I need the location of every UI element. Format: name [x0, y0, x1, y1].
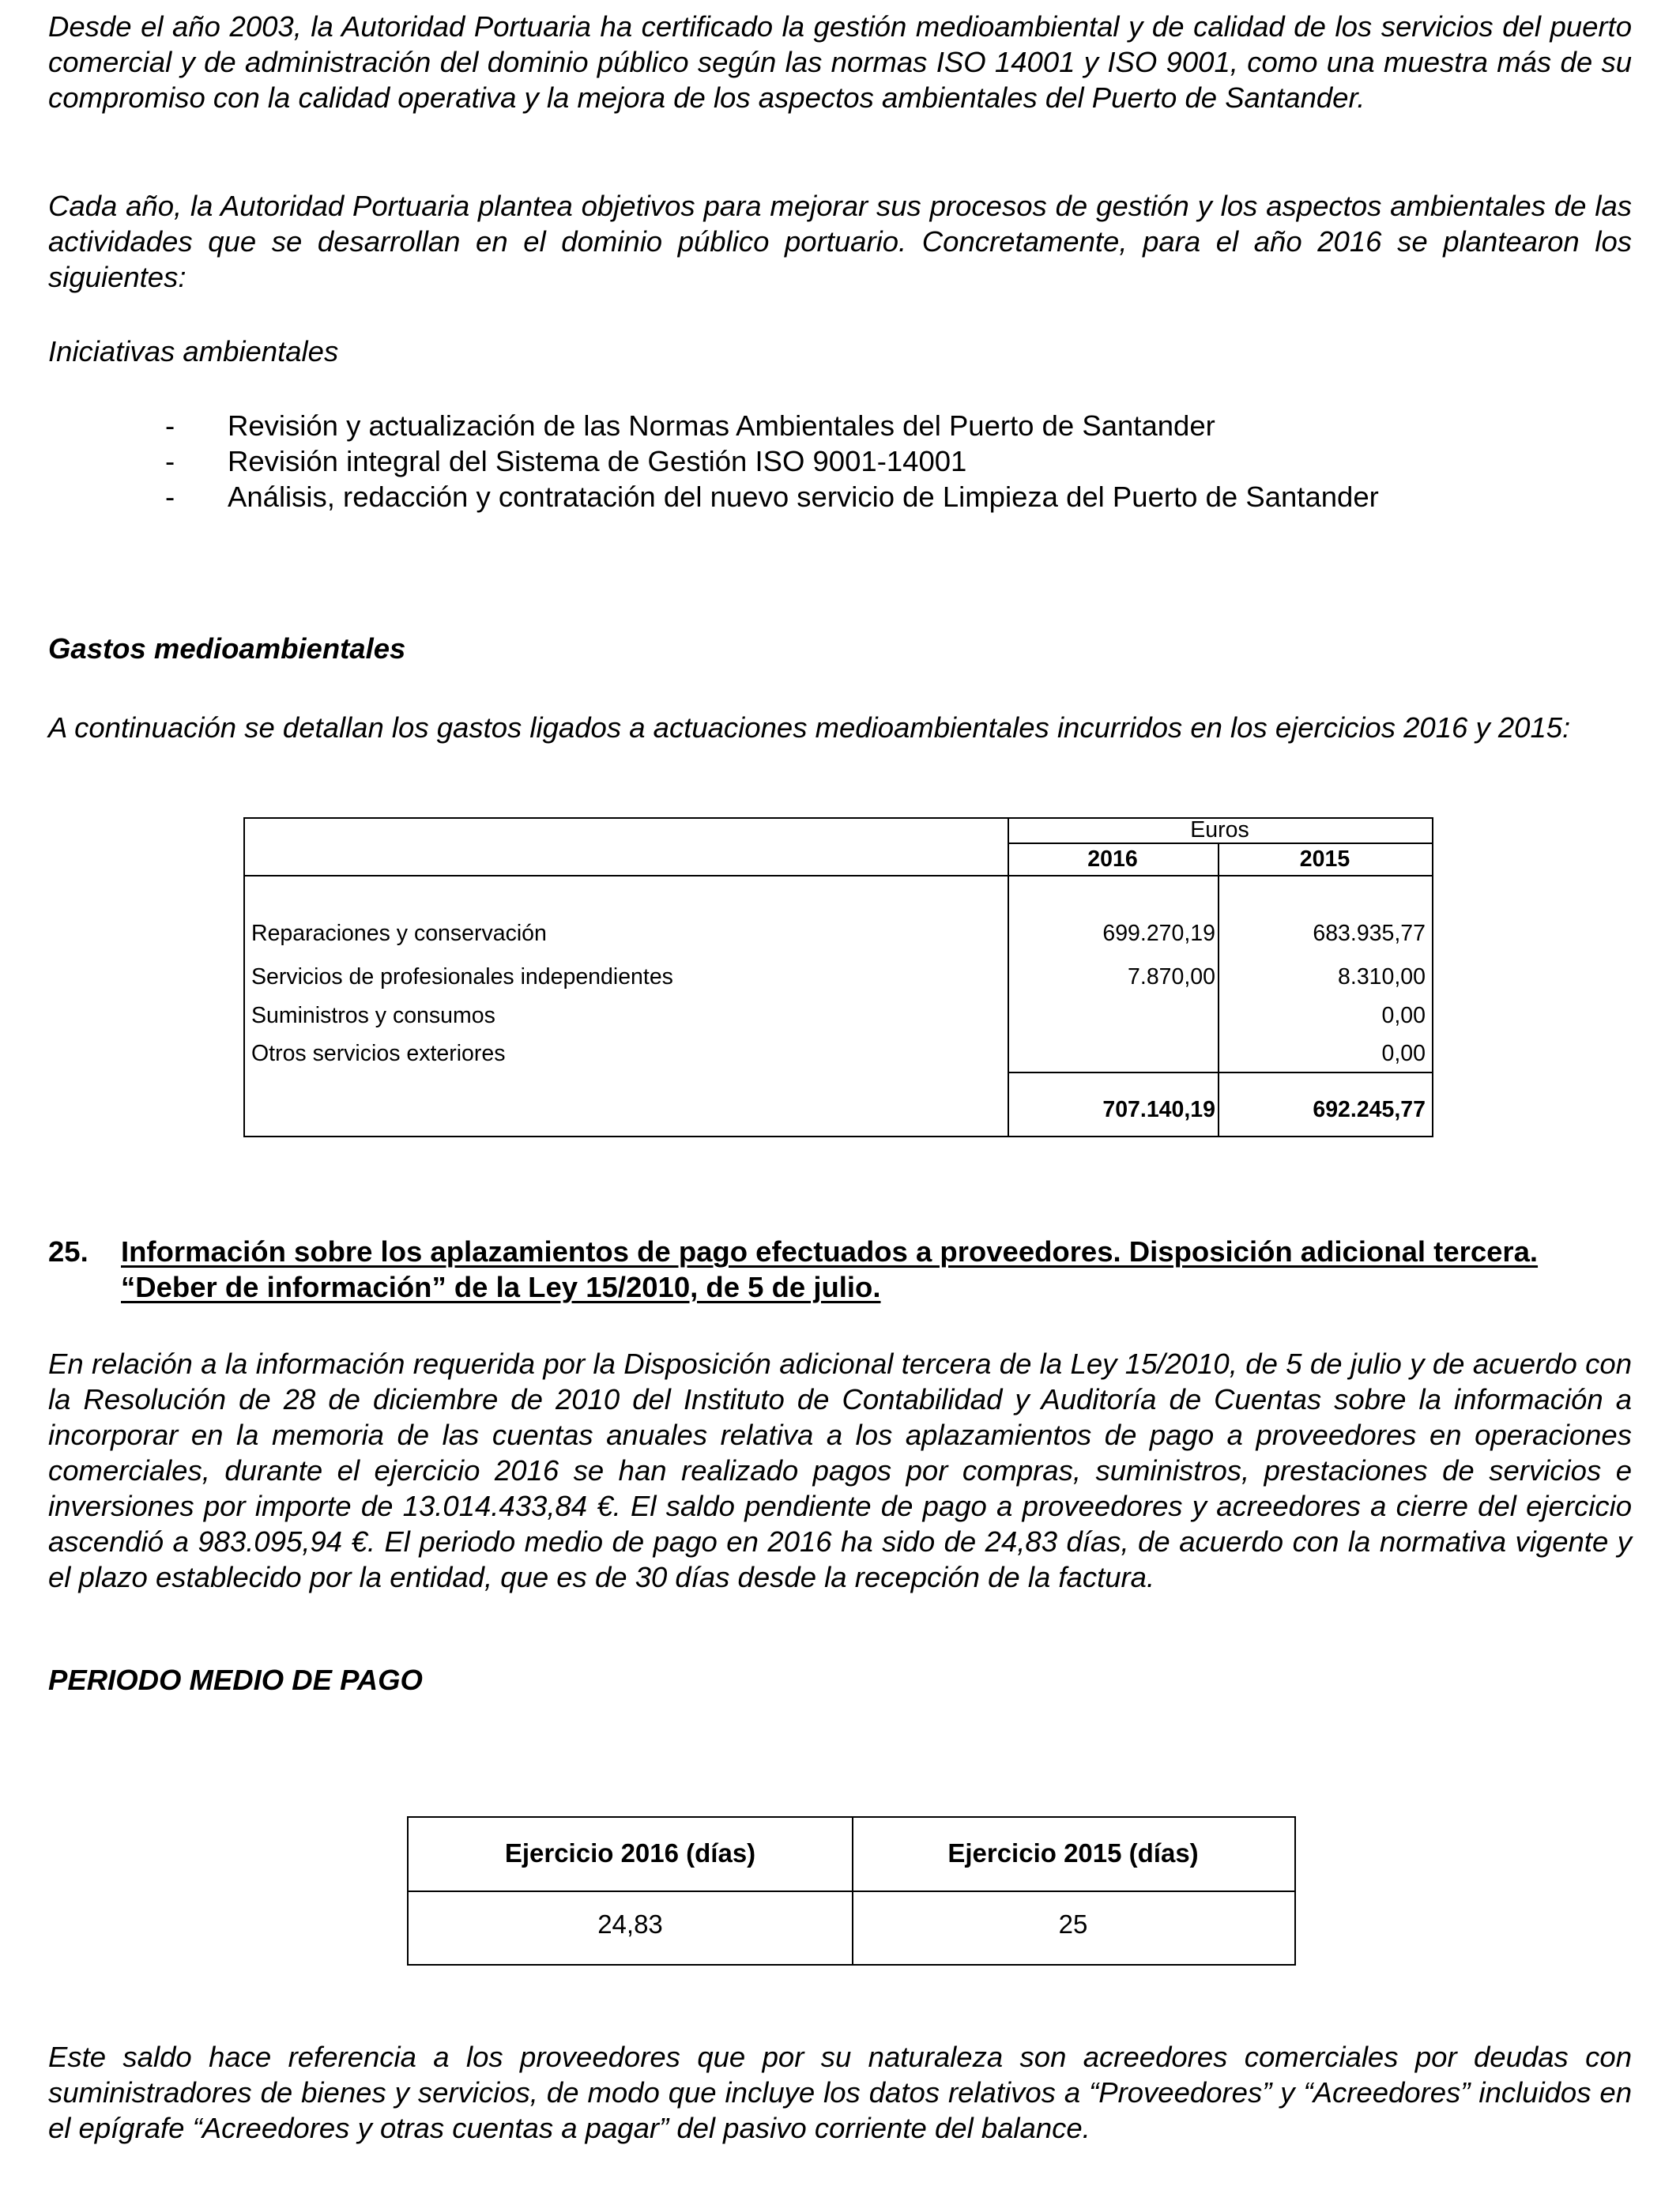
section-heading-gastos: Gastos medioambientales	[48, 632, 406, 665]
row-value-2015: 0,00	[1381, 1041, 1426, 1066]
table-divider	[1218, 843, 1219, 1136]
total-2015: 692.245,77	[1313, 1097, 1426, 1122]
payment-period-table	[407, 1816, 1296, 1966]
pmp-heading: PERIODO MEDIO DE PAGO	[48, 1664, 423, 1696]
gastos-paragraph: A continuación se detallan los gastos ligados a actuaciones medioambientales incurridos en los ejercicios 2016 y 2015:	[48, 711, 1571, 744]
row-label: Servicios de profesionales independientes	[251, 964, 673, 990]
closing-paragraph: Este saldo hace referencia a los proveedores que por su naturaleza son acreedores comerciales por deudas con suministradores de bienes y servicios, de modo que incluye los datos relativos a “Proveedores” y “Acreedores” incluidos en el epígrafe “Acreedores y otras cuentas a pagar” del pasivo corriente del balance.	[48, 2041, 1632, 2144]
list-item-text: Revisión y actualización de las Normas Ambientales del Puerto de Santander	[228, 409, 1215, 442]
column-header-2016: 2016	[1087, 846, 1138, 872]
bullet-dash: -	[165, 409, 175, 442]
list-item-text: Análisis, redacción y contratación del nuevo servicio de Limpieza del Puerto de Santander	[228, 481, 1379, 513]
value-2015: 25	[1058, 1909, 1088, 1939]
column-header-2015: 2015	[1299, 846, 1350, 872]
bullet-dash: -	[165, 481, 175, 513]
column-header-2015: Ejercicio 2015 (días)	[947, 1838, 1199, 1868]
value-2016: 24,83	[597, 1909, 663, 1939]
table-divider	[409, 1891, 1294, 1892]
currency-header: Euros	[1190, 817, 1249, 843]
row-value-2016: 7.870,00	[1128, 964, 1215, 990]
section25-paragraph: En relación a la información requerida por la Disposición adicional tercera de la Ley 15/2010, de 5 de julio y de acuerdo con la Resolución de 28 de diciembre de 2010 del Instituto de Contabilidad y Auditoría de Cuentas sobre la información a incorporar en la memoria de las cuentas anuales relativa a los aplazamientos de pago a proveedores en operaciones comerciales, durante el ejercicio 2016 se han realizado pagos por compras, suministros, prestaciones de servicios e inversiones por importe de 13.014.433,84 €. El saldo pendiente de pago a proveedores y acreedores a cierre del ejercicio ascendió a 983.095,94 €. El periodo medio de pago en 2016 ha sido de 24,83 días, de acuerdo con la normativa vigente y el plazo establecido por la entidad, que es de 30 días desde la recepción de la factura.	[48, 1348, 1632, 1593]
row-value-2015: 8.310,00	[1338, 964, 1426, 990]
row-label: Suministros y consumos	[251, 1003, 495, 1028]
table-divider	[1008, 1072, 1432, 1073]
initiatives-list	[165, 408, 1379, 515]
section-number: 25.	[48, 1235, 89, 1268]
section-title: Información sobre los aplazamientos de pago efectuados a proveedores. Disposición adicional tercera. “Deber de información” de la Ley 15/2010, de 5 de julio.	[121, 1235, 1539, 1303]
row-label: Otros servicios exteriores	[251, 1041, 506, 1066]
list-item	[165, 443, 1379, 479]
row-label: Reparaciones y conservación	[251, 921, 547, 946]
total-2016: 707.140,19	[1102, 1097, 1215, 1122]
intro-paragraph-certification: Desde el año 2003, la Autoridad Portuaria ha certificado la gestión medioambiental y de calidad de los servicios del puerto comercial y de administración del dominio público según las normas ISO 14001 y ISO 9001, como una muestra más de su compromiso con la calidad operativa y la mejora de los aspectos ambientales del Puerto de Santander.	[48, 10, 1632, 114]
table-divider	[245, 875, 1432, 876]
intro-paragraph-objectives: Cada año, la Autoridad Portuaria plantea objetivos para mejorar sus procesos de gestión y los aspectos ambientales de las actividades que se desarrollan en el dominio público portuario. Concretamente, para el año 2016 se plantearon los siguientes:	[48, 190, 1632, 293]
list-item	[165, 479, 1379, 515]
column-header-2016: Ejercicio 2016 (días)	[504, 1838, 756, 1868]
row-value-2015: 683.935,77	[1313, 921, 1426, 946]
row-value-2015: 0,00	[1381, 1003, 1426, 1028]
list-item-text: Revisión integral del Sistema de Gestión ISO 9001-14001	[228, 445, 967, 477]
initiatives-label: Iniciativas ambientales	[48, 335, 339, 368]
list-item	[165, 408, 1379, 443]
row-value-2016: 699.270,19	[1102, 921, 1215, 946]
expenses-table	[243, 817, 1433, 1137]
section-heading-25	[48, 1234, 1632, 1305]
bullet-dash: -	[165, 445, 175, 477]
